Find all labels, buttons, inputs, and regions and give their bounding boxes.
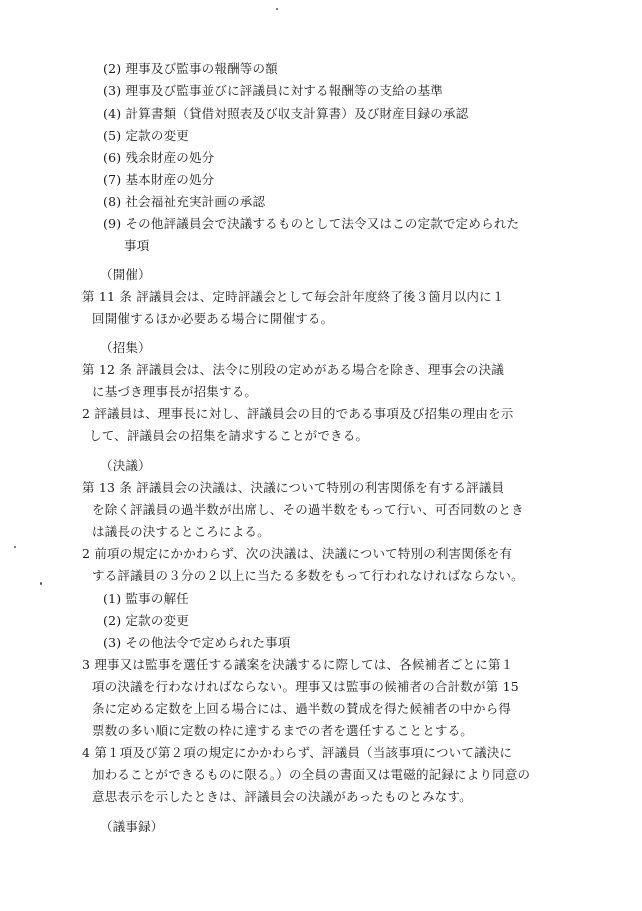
list-item: (1) 監事の解任: [103, 591, 189, 606]
article-12-text: に基づき理事長が招集する。: [92, 384, 258, 399]
article-12-heading: （招集）: [100, 340, 151, 355]
article-13-paragraph-2: する評議員の３分の２以上に当たる多数をもって行われなければならない。: [92, 568, 524, 583]
list-item: (5) 定款の変更: [103, 128, 189, 143]
article-13-paragraph-3: 3 理事又は監事を選任する議案を決議するに際しては、各候補者ごとに第１: [82, 657, 514, 672]
article-12-text: 第 12 条 評議員会は、法令に別段の定めがある場合を除き、理事会の決議: [82, 362, 505, 377]
list-item-continuation: 事項: [124, 238, 150, 253]
list-item: (2) 定款の変更: [103, 613, 189, 628]
list-item: (3) その他法令で定められた事項: [103, 635, 291, 650]
article-12-paragraph-2: 2 評議員は、理事長に対し、評議員会の目的である事項及び招集の理由を示: [82, 406, 514, 421]
article-11-heading: （開催）: [100, 267, 151, 282]
article-13-text: を除く評議員の過半数が出席し、その過半数をもって行い、可否同数のとき: [92, 502, 524, 517]
article-13-paragraph-3: 票数の多い順に定数の枠に達するまでの者を選任することとする。: [92, 723, 474, 738]
article-13-paragraph-4: 意思表示を示したときは、評議員会の決議があったものとみなす。: [92, 789, 472, 804]
list-item: (7) 基本財産の処分: [103, 172, 215, 187]
article-11-text: 回開催するほか必要ある場合に開催する。: [92, 311, 334, 326]
scan-speck: [276, 8, 278, 10]
scan-speck: [14, 546, 16, 548]
article-13-paragraph-3: 項の決議を行わなければならない。理事又は監事の候補者の合計数が第 15: [92, 679, 519, 694]
article-13-text: 第 13 条 評議員会の決議は、決議について特別の利害関係を有する評議員: [82, 480, 505, 495]
article-11-text: 第 11 条 評議員会は、定時評議会として毎会計年度終了後３箇月以内に１: [82, 289, 505, 304]
article-13-paragraph-4: 4 第１項及び第２項の規定にかかわらず、評議員（当該事項について議決に: [82, 745, 513, 760]
list-item: (2) 理事及び監事の報酬等の額: [103, 61, 278, 76]
article-14-heading: （議事録）: [100, 819, 164, 834]
article-13-paragraph-4: 加わることができるものに限る。）の全員の書面又は電磁的記録により同意の: [92, 767, 531, 782]
article-13-paragraph-3: 条に定める定数を上回る場合には、過半数の賛成を得た候補者の中から得: [92, 701, 512, 716]
article-13-text: は議長の決するところによる。: [92, 524, 270, 539]
list-item: (6) 残余財産の処分: [103, 150, 215, 165]
list-item: (4) 計算書類（貸借対照表及び収支計算書）及び財産目録の承認: [103, 106, 469, 121]
article-13-heading: （決議）: [100, 458, 151, 473]
list-item: (9) その他評議員会で決議するものとして法令又はこの定款で定められた: [103, 216, 520, 231]
list-item: (8) 社会福祉充実計画の承認: [103, 194, 266, 209]
scan-speck: [40, 582, 42, 585]
article-13-paragraph-2: 2 前項の規定にかかわらず、次の決議は、決議について特別の利害関係を有: [82, 546, 513, 561]
list-item: (3) 理事及び監事並びに評議員に対する報酬等の支給の基準: [103, 83, 443, 98]
article-12-paragraph-2: して、評議員会の招集を請求することができる。: [89, 428, 369, 443]
